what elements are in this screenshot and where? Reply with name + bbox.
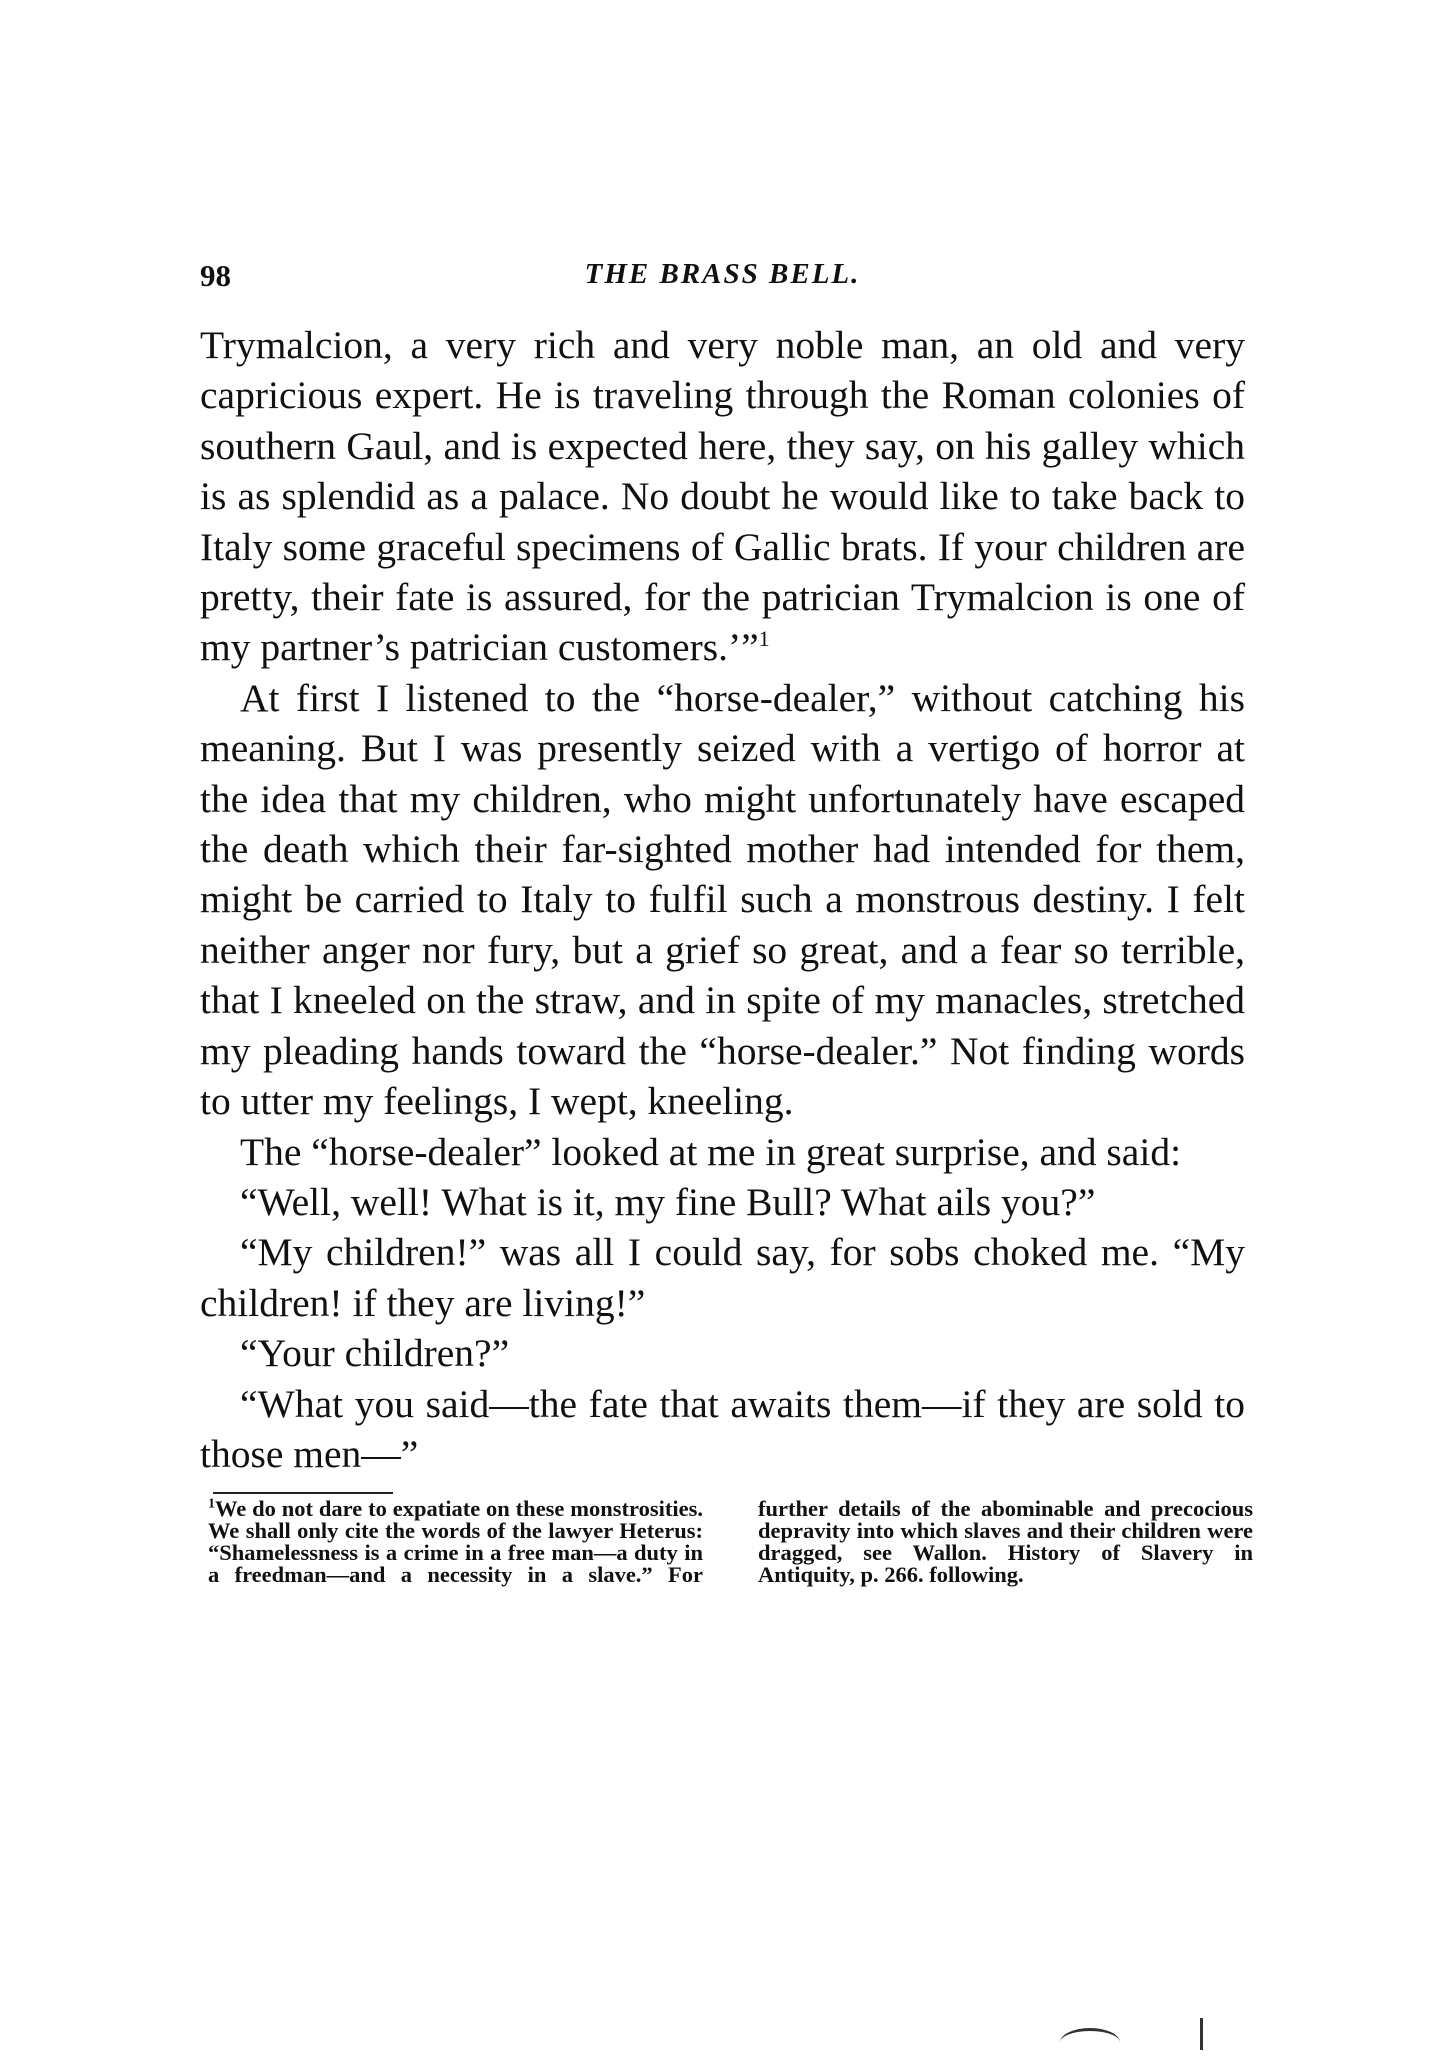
- paragraph-4: “Well, well! What is it, my fine Bull? What ails you?”: [240, 1179, 1096, 1224]
- paragraph-7: “What you said—the fate that awaits them—if they are sold to those men—”: [200, 1381, 1245, 1476]
- paragraph-6: “Your children?”: [240, 1331, 510, 1376]
- paragraph-text: Trymalcion, a very rich and very noble man, an old and very capricious expert. He is traveling through the Roman colonies of southern Gaul, and is expected here, they say, on his galley which is as splendid as a palace. No doubt he would like to take back to Italy some graceful specimens of Gallic brats. If your children are pretty, their fate is assured, for the patrician Trymalcion is one of my partner’s patrician customers.’”: [200, 323, 1245, 670]
- paragraph-1: [200, 320, 1245, 673]
- running-title: THE BRASS BELL.: [584, 258, 861, 290]
- paragraph-2: At first I listened to the “horse-dealer,” without catching his meaning. But I was presently seized with a vertigo of horror at the idea that my children, who might unfortunately have escaped the death which their far-sighted mother had intended for them, might be carried to Italy to fulfil such a monstrous destiny. I felt neither anger nor fury, but a grief so great, and a fear so terrible, that I kneeled on the straw, and in spite of my manacles, stretched my pleading hands toward the “horse-dealer.” Not finding words to utter my feelings, I wept, kneeling.: [200, 675, 1245, 1124]
- scan-artifact: [1060, 2028, 1120, 2057]
- footnote-reference: 1: [758, 626, 770, 652]
- body-text: [200, 320, 1245, 1479]
- running-head: [200, 258, 1245, 298]
- footnote-mark: 1: [208, 1496, 215, 1512]
- paragraph-5: “My children!” was all I could say, for sobs choked me. “My children! if they are living!”: [200, 1230, 1245, 1325]
- footnote-rule: [213, 1492, 393, 1494]
- paragraph-3: The “horse-dealer” looked at me in great surprise, and said:: [240, 1129, 1182, 1174]
- footnote-text: We do not dare to expatiate on these monstrosities. We shall only cite the words of the lawyer Heterus: “Shamelessness is a crime in a free man—a duty in a freedman—and a necessity in a slave.” For further details of the abominable and precocious depravity into which slaves and their children were dragged, see Wallon. History of Slavery in Antiquity, p. 266. following.: [208, 1496, 1253, 1587]
- scan-artifact-mark: [1200, 2018, 1203, 2050]
- footnote-paragraph: [208, 1498, 1253, 1586]
- page-number: 98: [200, 258, 231, 293]
- footnote: [208, 1498, 1253, 1586]
